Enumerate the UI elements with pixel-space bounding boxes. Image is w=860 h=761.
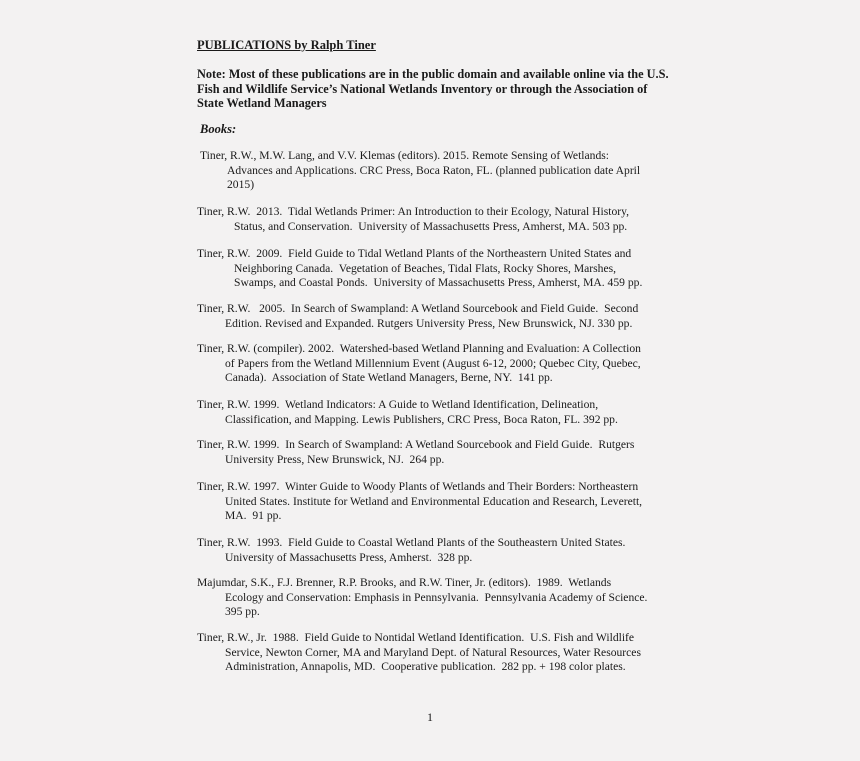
citation-continuation-line: Canada). Association of State Wetland Managers, Berne, NY. 141 pp. <box>225 371 553 385</box>
citation-continuation-line: University of Massachusetts Press, Amherst. 328 pp. <box>225 550 473 564</box>
citation-continuation-line: United States. Institute for Wetland and Environmental Education and Research, Leverett, <box>225 494 643 508</box>
citation-first-line: Tiner, R.W. 1999. Wetland Indicators: A Guide to Wetland Identification, Delineation, <box>197 398 599 411</box>
page-number: 1 <box>427 710 433 724</box>
citation-first-line: Tiner, R.W. 2005. In Search of Swampland: A Wetland Sourcebook and Field Guide. Second <box>197 302 639 315</box>
citation-first-line: Tiner, R.W. 2013. Tidal Wetlands Primer: An Introduction to their Ecology, Natural History, <box>197 205 630 218</box>
citation-continuation-line: University Press, New Brunswick, NJ. 264 pp. <box>225 452 445 466</box>
citation-continuation-line: of Papers from the Wetland Millennium Event (August 6-12, 2000; Quebec City, Quebec, <box>225 356 641 370</box>
citation-continuation-line: Status, and Conservation. University of Massachusetts Press, Amherst, MA. 503 pp. <box>234 219 628 233</box>
citation-continuation-line: MA. 91 pp. <box>225 509 282 523</box>
citation-continuation-line: Swamps, and Coastal Ponds. University of Massachusetts Press, Amherst, MA. 459 pp. <box>234 276 643 290</box>
publication-entry <box>197 302 638 331</box>
citation-continuation-line: Advances and Applications. CRC Press, Boca Raton, FL. (planned publication date April <box>227 163 641 177</box>
citation-first-line: Tiner, R.W. 1999. In Search of Swampland: A Wetland Sourcebook and Field Guide. Rutgers <box>197 438 635 451</box>
publication-entry <box>197 398 618 427</box>
citation-continuation-line: Administration, Annapolis, MD. Cooperative publication. 282 pp. + 198 color plates. <box>225 660 626 674</box>
citation-continuation-line: Neighboring Canada. Vegetation of Beaches, Tidal Flats, Rocky Shores, Marshes, <box>234 261 617 275</box>
publication-entry <box>200 149 640 193</box>
citation-continuation-line: Service, Newton Corner, MA and Maryland Dept. of Natural Resources, Water Resources <box>225 645 641 659</box>
section-heading-books: Books: <box>200 122 237 136</box>
citation-first-line: Tiner, R.W. 1993. Field Guide to Coastal Wetland Plants of the Southeastern United States. <box>197 536 626 549</box>
publication-entry <box>197 480 642 524</box>
availability-note: Note: Most of these publications are in the public domain and available online via the U.S. Fish and Wildlife Service’s National Wetlands Inventory or through the Association of State Wetland Managers <box>197 67 669 111</box>
publication-entry <box>197 536 625 565</box>
publication-entry <box>197 576 647 620</box>
citation-continuation-line: Ecology and Conservation: Emphasis in Pennsylvania. Pennsylvania Academy of Science. <box>225 590 648 604</box>
citation-continuation-line: 395 pp. <box>225 605 260 619</box>
citation-continuation-line: Edition. Revised and Expanded. Rutgers University Press, New Brunswick, NJ. 330 pp. <box>225 316 633 330</box>
citation-continuation-line: 2015) <box>227 178 255 192</box>
page-title: PUBLICATIONS by Ralph Tiner <box>197 38 376 52</box>
publication-entry <box>197 205 629 234</box>
citation-first-line: Tiner, R.W., Jr. 1988. Field Guide to Nontidal Wetland Identification. U.S. Fish and Wildlife <box>197 631 635 644</box>
publication-entry <box>197 247 642 291</box>
citation-first-line: Tiner, R.W., M.W. Lang, and V.V. Klemas (editors). 2015. Remote Sensing of Wetlands: <box>200 149 609 162</box>
publication-entry <box>197 438 634 467</box>
publication-entry <box>197 342 641 386</box>
citation-first-line: Tiner, R.W. (compiler). 2002. Watershed-based Wetland Planning and Evaluation: A Collection <box>197 342 641 355</box>
citation-first-line: Tiner, R.W. 1997. Winter Guide to Woody Plants of Wetlands and Their Borders: Northeastern <box>197 480 639 493</box>
citation-first-line: Majumdar, S.K., F.J. Brenner, R.P. Brooks, and R.W. Tiner, Jr. (editors). 1989. Wetlands <box>197 576 612 589</box>
publication-entry <box>197 631 641 675</box>
citation-first-line: Tiner, R.W. 2009. Field Guide to Tidal Wetland Plants of the Northeastern United States and <box>197 247 632 260</box>
citation-continuation-line: Classification, and Mapping. Lewis Publishers, CRC Press, Boca Raton, FL. 392 pp. <box>225 412 618 426</box>
